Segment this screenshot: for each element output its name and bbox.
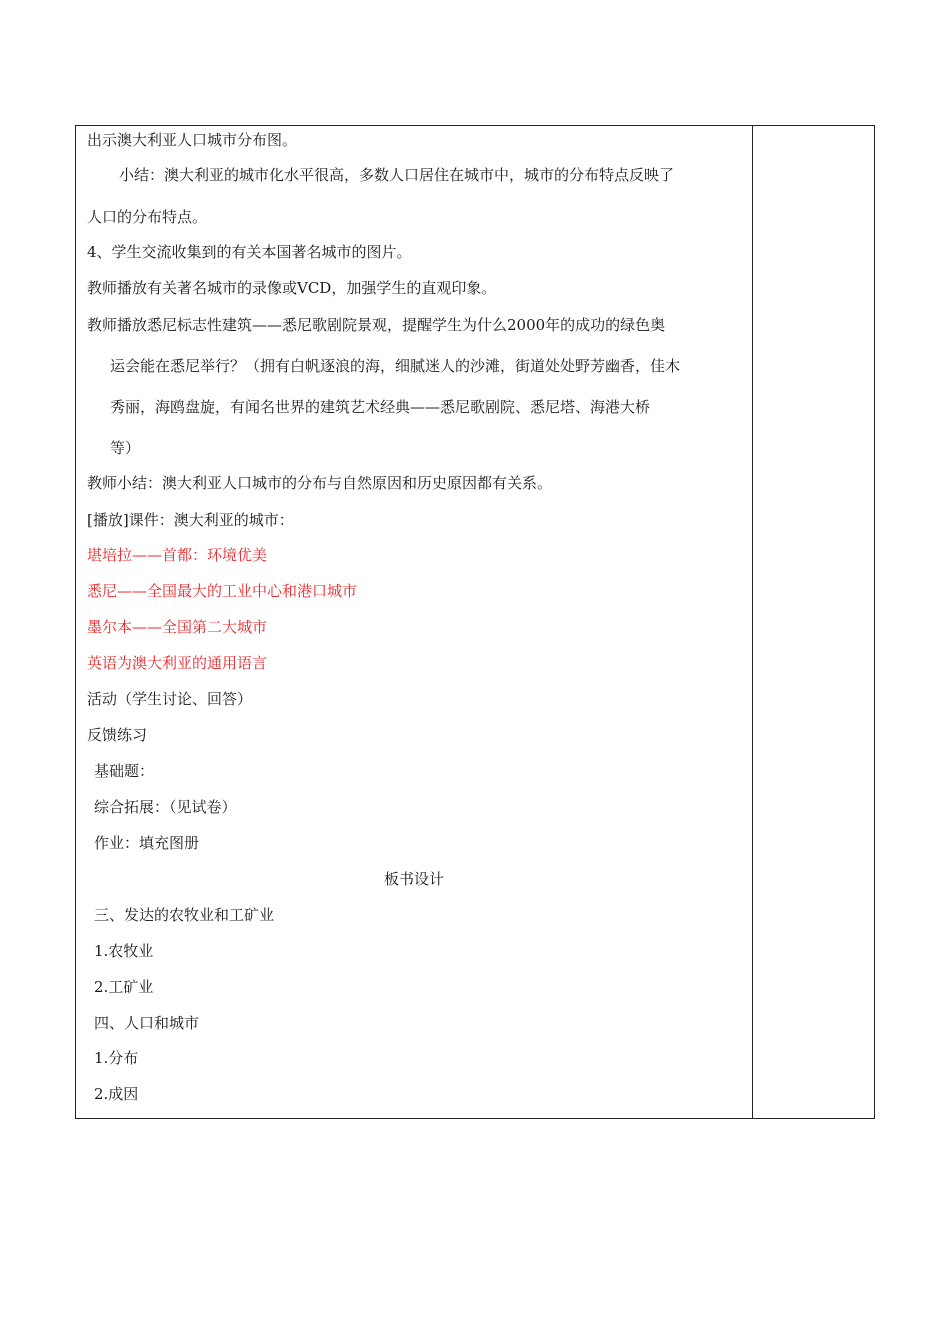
board-line: 1.分布 [94, 1049, 139, 1067]
activity-line: 活动（学生讨论、回答） [87, 690, 253, 708]
basic-question-line: 基础题： [94, 762, 155, 780]
text-line: 教师播放有关著名城市的录像或VCD，加强学生的直观印象。 [87, 279, 497, 297]
city-sydney-line: 悉尼——全国最大的工业中心和港口城市 [87, 582, 358, 600]
board-line: 2.工矿业 [94, 978, 154, 996]
column-divider [752, 126, 753, 1118]
text-line: 教师播放悉尼标志性建筑——悉尼歌剧院景观，提醒学生为什么2000年的成功的绿色奥 [87, 316, 666, 334]
teacher-summary-line: 教师小结：澳大利亚人口城市的分布与自然原因和历史原因都有关系。 [87, 474, 553, 492]
city-canberra-line: 堪培拉——首都：环境优美 [87, 546, 268, 564]
board-line: 三、发达的农牧业和工矿业 [94, 906, 275, 924]
feedback-line: 反馈练习 [87, 726, 148, 744]
text-line: 秀丽，海鸥盘旋，有闻名世界的建筑艺术经典——悉尼歌剧院、悉尼塔、海港大桥 [110, 398, 651, 416]
board-line: 1.农牧业 [94, 942, 154, 960]
text-line: 人口的分布特点。 [87, 208, 208, 226]
extension-line: 综合拓展：（见试卷） [94, 798, 237, 816]
text-line: 运会能在悉尼举行？（拥有白帆逐浪的海，细腻迷人的沙滩，街道处处野芳幽香，佳木 [110, 357, 681, 375]
text-line: 等） [110, 439, 141, 457]
courseware-line: [播放]课件：澳大利亚的城市： [87, 511, 294, 529]
homework-line: 作业：填充图册 [94, 834, 200, 852]
summary-line: 小结：澳大利亚的城市化水平很高，多数人口居住在城市中，城市的分布特点反映了 [119, 166, 675, 184]
board-line: 四、人口和城市 [94, 1014, 200, 1032]
board-line: 2.成因 [94, 1085, 139, 1103]
board-design-title: 板书设计 [383, 870, 444, 888]
lesson-content-cell [76, 126, 752, 1118]
text-line: 出示澳大利亚人口城市分布图。 [87, 131, 298, 149]
language-line: 英语为澳大利亚的通用语言 [87, 654, 268, 672]
notes-column-cell [754, 126, 874, 1118]
text-line: 4、学生交流收集到的有关本国著名城市的图片。 [87, 243, 412, 261]
lesson-table [75, 125, 875, 1119]
city-melbourne-line: 墨尔本——全国第二大城市 [87, 618, 268, 636]
